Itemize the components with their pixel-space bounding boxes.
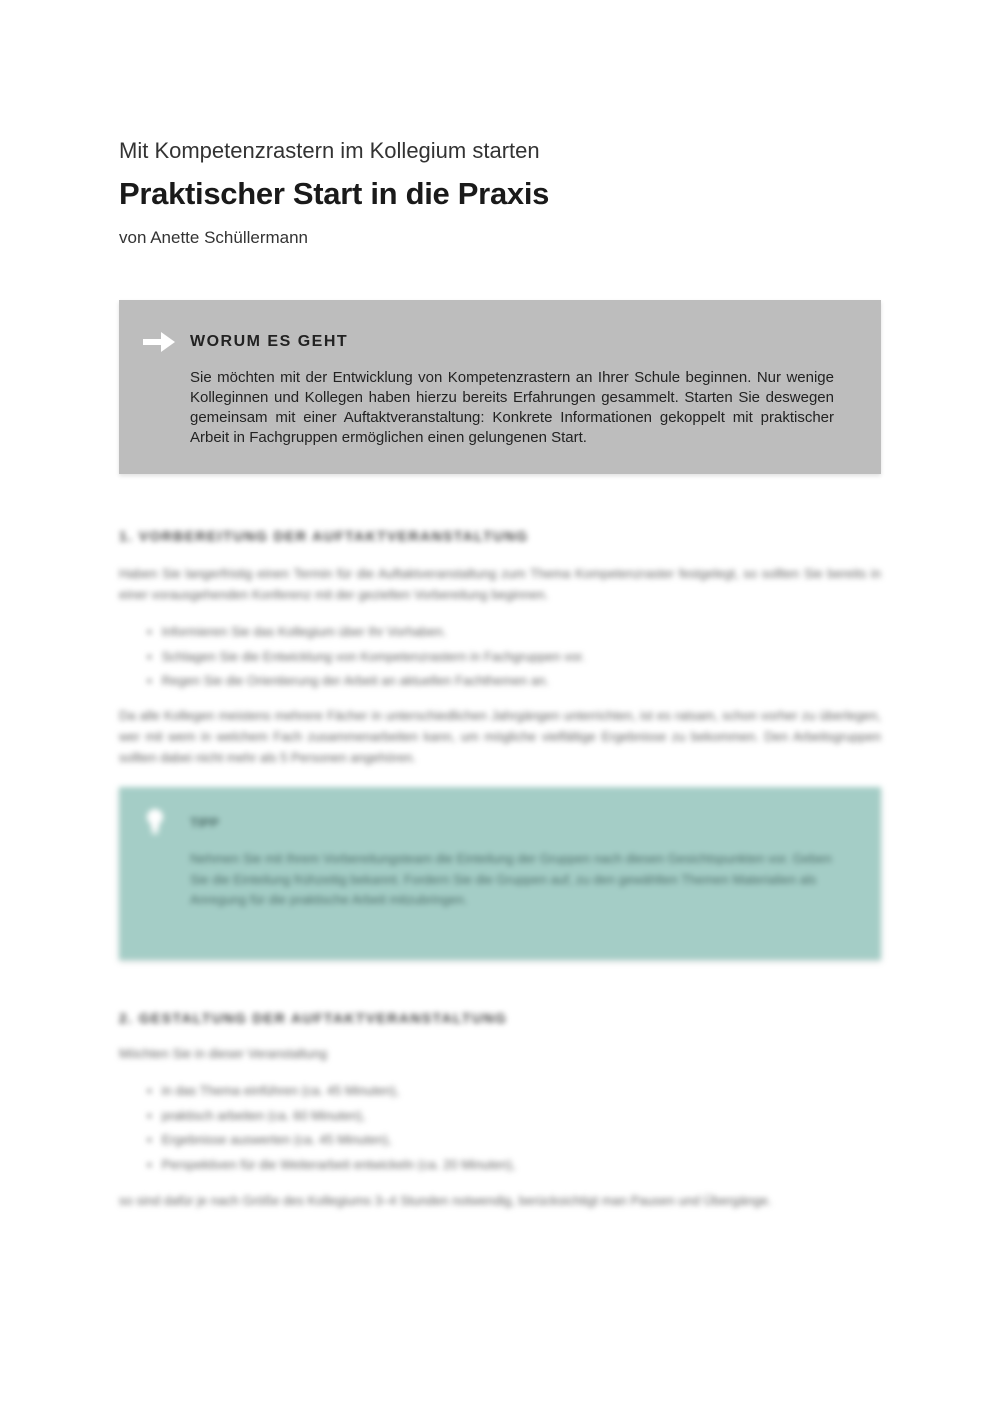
section2-paragraph: so sind dafür je nach Größe des Kollegiums 3–4 Stunden notwendig, berücksichtigt man Pausen und Übergänge.	[119, 1193, 772, 1208]
list-item: ▪ Ergebnisse auswerten (ca. 45 Minuten),	[147, 1128, 515, 1153]
tip-text: Nehmen Sie mit Ihrem Vorbereitungsteam die Einteilung der Gruppen nach diesen Gesichtspunkten vor. Geben Sie die Einteilung frühzeitig bekannt. Fordern Sie die Gruppen auf, zu den gewählten Themen Materialien als Anregung für die praktische Arbeit mitzubringen.	[190, 851, 832, 907]
section2-intro: Möchten Sie in dieser Veranstaltung	[119, 1046, 328, 1061]
section1-paragraph-2: Da alle Kollegen meistens mehrere Fächer in unterschiedlichen Jahrgängen unterrichten, ist es ratsam, schon vorher zu überlegen, wer mit wem in welchem Fach zusammenarbeiten kann, um mögliche vielfältige Ergebnisse zu bekommen. Den Arbeitsgruppen sollten dabei nicht mehr als 5 Personen angehören.	[119, 708, 881, 765]
document-author: von Anette Schüllermann	[119, 228, 309, 247]
document-kicker: Mit Kompetenzrastern im Kollegium starten	[119, 138, 540, 163]
tip-box	[119, 787, 881, 960]
tip-heading: TIPP	[190, 815, 219, 830]
list-item: ▪ in das Thema einführen (ca. 45 Minuten),	[147, 1079, 515, 1104]
section1-paragraph-1: Haben Sie langerfristig einen Termin für die Auftaktveranstaltung zum Thema Kompetenzraster festgelegt, so sollten Sie bereits in einer vorausgehenden Konferenz mit der gezielten Vorbereitung beginnen.	[119, 566, 881, 602]
list-item: ▪ praktisch arbeiten (ca. 60 Minuten),	[147, 1104, 515, 1129]
intro-text: Sie möchten mit der Entwicklung von Kompetenzrastern an Ihrer Schule beginnen. Nur wenige Kolleginnen und Kollegen haben hierzu bereits Erfahrungen gesammelt. Starten Sie deswegen gemeinsam mit einer Auftaktveranstaltung: Konkrete Informationen gekoppelt mit praktischer Arbeit in Fachgruppen ermöglichen einen gelungenen Start.	[190, 369, 834, 446]
section-heading-1: 1. VORBEREITUNG DER AUFTAKTVERANSTALTUNG	[119, 528, 529, 544]
list-item: ▪ Schlagen Sie die Entwicklung von Kompetenzrastern in Fachgruppen vor.	[147, 645, 585, 670]
list-item: ▪ Regen Sie die Orientierung der Arbeit an aktuellen Fachthemen an.	[147, 669, 585, 694]
list-item: ▪ Perspektiven für die Weiterarbeit entwickeln (ca. 20 Minuten),	[147, 1153, 515, 1178]
arrow-right-icon	[143, 332, 175, 352]
section1-bullet-list	[147, 620, 585, 694]
lightbulb-icon	[145, 807, 165, 837]
list-item: ▪ Informieren Sie das Kollegium über Ihr Vorhaben.	[147, 620, 585, 645]
intro-heading: WORUM ES GEHT	[190, 333, 349, 350]
section2-bullet-list	[147, 1079, 515, 1177]
section-heading-2: 2. GESTALTUNG DER AUFTAKTVERANSTALTUNG	[119, 1010, 508, 1026]
document-title: Praktischer Start in die Praxis	[119, 176, 550, 211]
